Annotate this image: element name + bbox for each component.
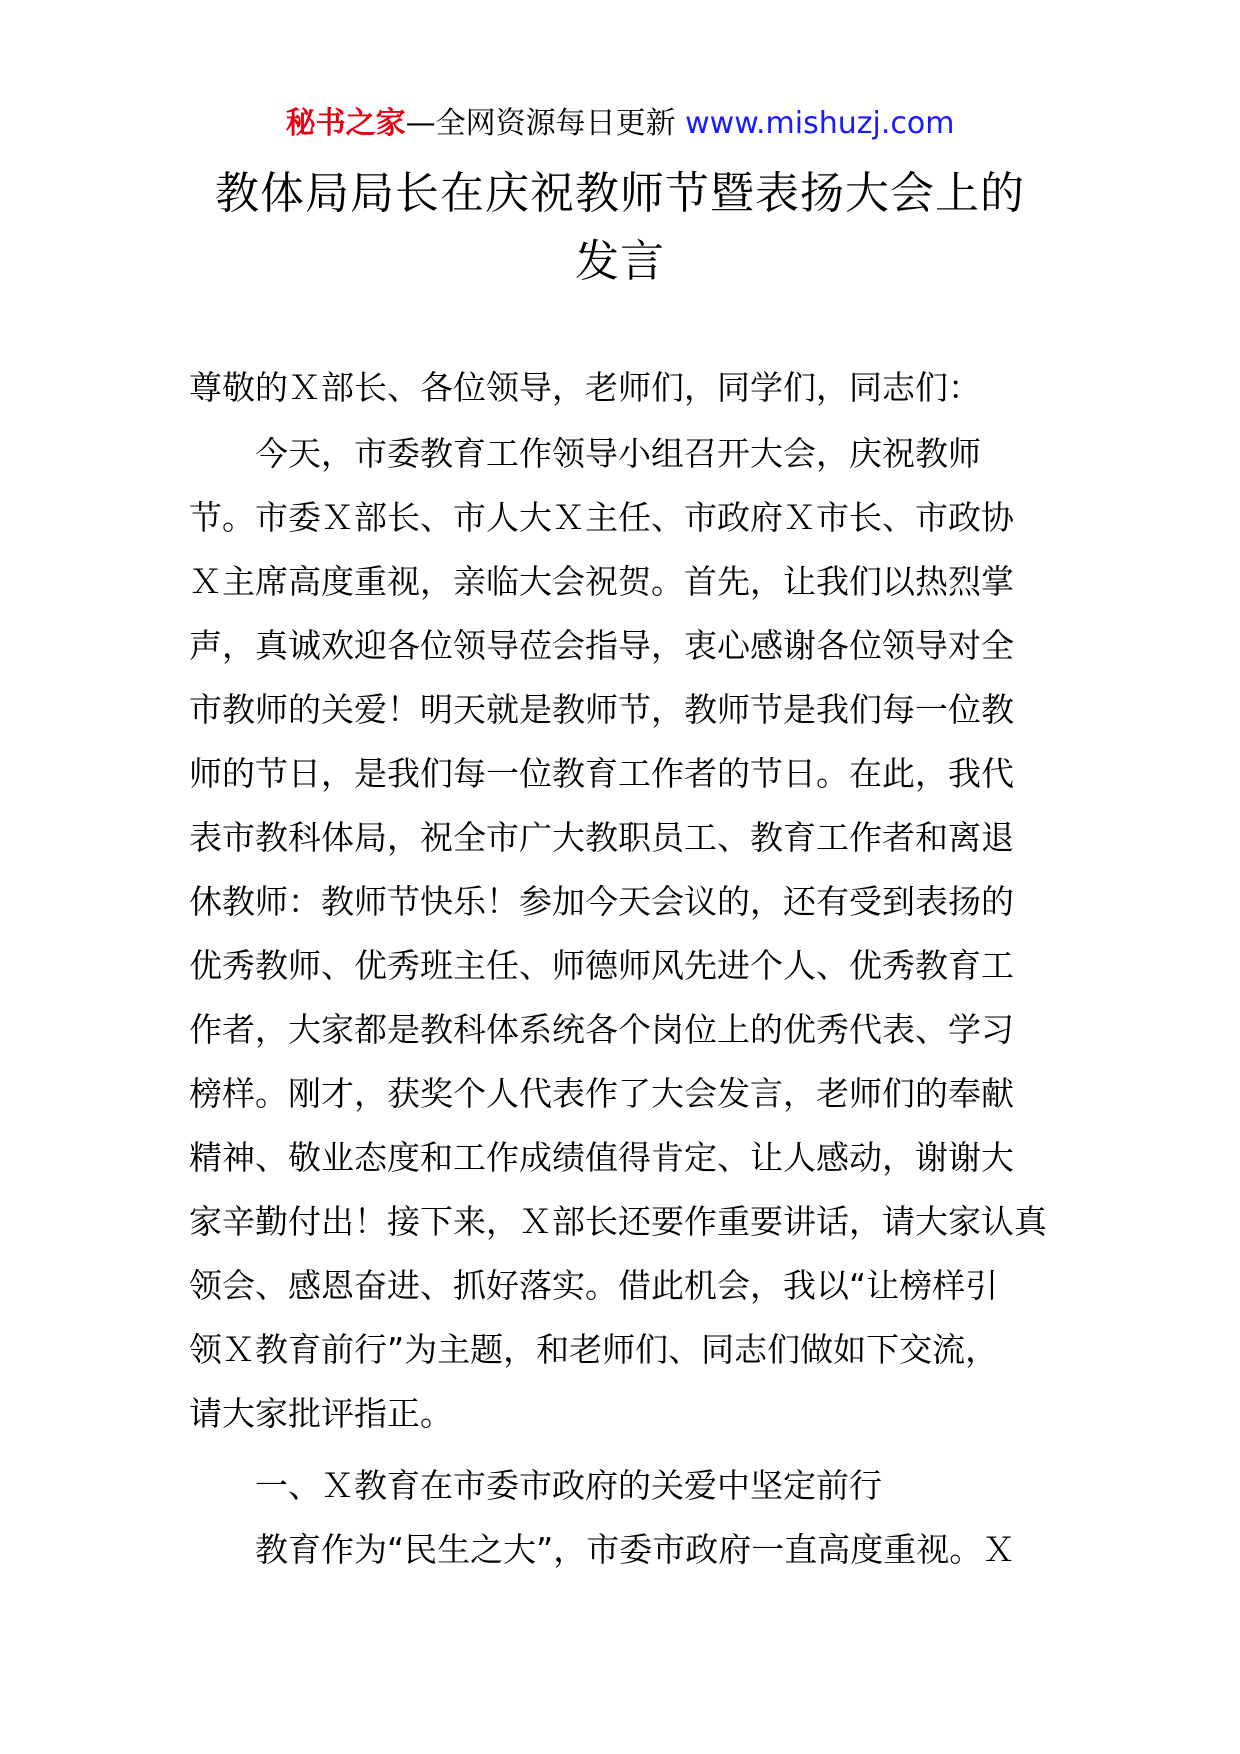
document-title (190, 160, 1050, 296)
text-line: 作者，大家都是教科体系统各个岗位上的优秀代表、学习 (189, 1010, 1014, 1049)
text-line: 榜样。刚才，获奖个人代表作了大会发言，老师们的奉献 (189, 1074, 1014, 1113)
text-line: 师的节日，是我们每一位教育工作者的节日。在此，我代 (189, 754, 1014, 793)
text-line: 表市教科体局，祝全市广大教职员工、教育工作者和离退 (189, 818, 1014, 857)
text-line: 精神、敬业态度和工作成绩值得肯定、让人感动，谢谢大 (189, 1138, 1014, 1177)
title-line: 教体局局长在庆祝教师节暨表扬大会上的 (215, 168, 1025, 219)
text-line: 休教师：教师节快乐！参加今天会议的，还有受到表扬的 (189, 882, 1014, 921)
salutation: 尊敬的Ｘ部长、各位领导，老师们，同学们，同志们： (189, 368, 981, 407)
text-line: 今天，市委教育工作领导小组召开大会，庆祝教师 (255, 434, 981, 473)
paragraph-2 (189, 1518, 1057, 1582)
watermark-header (0, 100, 1240, 148)
title-line: 发言 (575, 236, 665, 287)
text-line: 市教师的关爱！明天就是教师节，教师节是我们每一位教 (189, 690, 1014, 729)
text-line: 领会、感恩奋进、抓好落实。借此机会，我以“让榜样引 (189, 1266, 999, 1305)
document-body (189, 356, 1057, 1582)
header-brand: 秘书之家 (285, 106, 406, 141)
text-line: 优秀教师、优秀班主任、师德师风先进个人、优秀教育工 (189, 946, 1014, 985)
text-line: 节。市委Ｘ部长、市人大Ｘ主任、市政府Ｘ市长、市政协 (189, 498, 1014, 537)
text-line: 领Ｘ教育前行”为主题，和老师们、同志们做如下交流， (189, 1330, 999, 1369)
text-line: 家辛勤付出！接下来，Ｘ部长还要作重要讲话，请大家认真 (189, 1202, 1047, 1241)
section-heading-1: 一、Ｘ教育在市委市政府的关爱中坚定前行 (255, 1466, 882, 1505)
header-url[interactable]: www.mishuzj.com (685, 106, 955, 141)
text-line: Ｘ主席高度重视，亲临大会祝贺。首先，让我们以热烈掌 (189, 562, 1014, 601)
text-line: 请大家批评指正。 (189, 1394, 453, 1433)
text-line: 教育作为“民生之大”，市委市政府一直高度重视。Ｘ (255, 1530, 1016, 1569)
text-line: 声，真诚欢迎各位领导莅会指导，衷心感谢各位领导对全 (189, 626, 1014, 665)
header-tagline: —全网资源每日更新 (405, 106, 676, 141)
paragraph-1 (189, 422, 1057, 1446)
